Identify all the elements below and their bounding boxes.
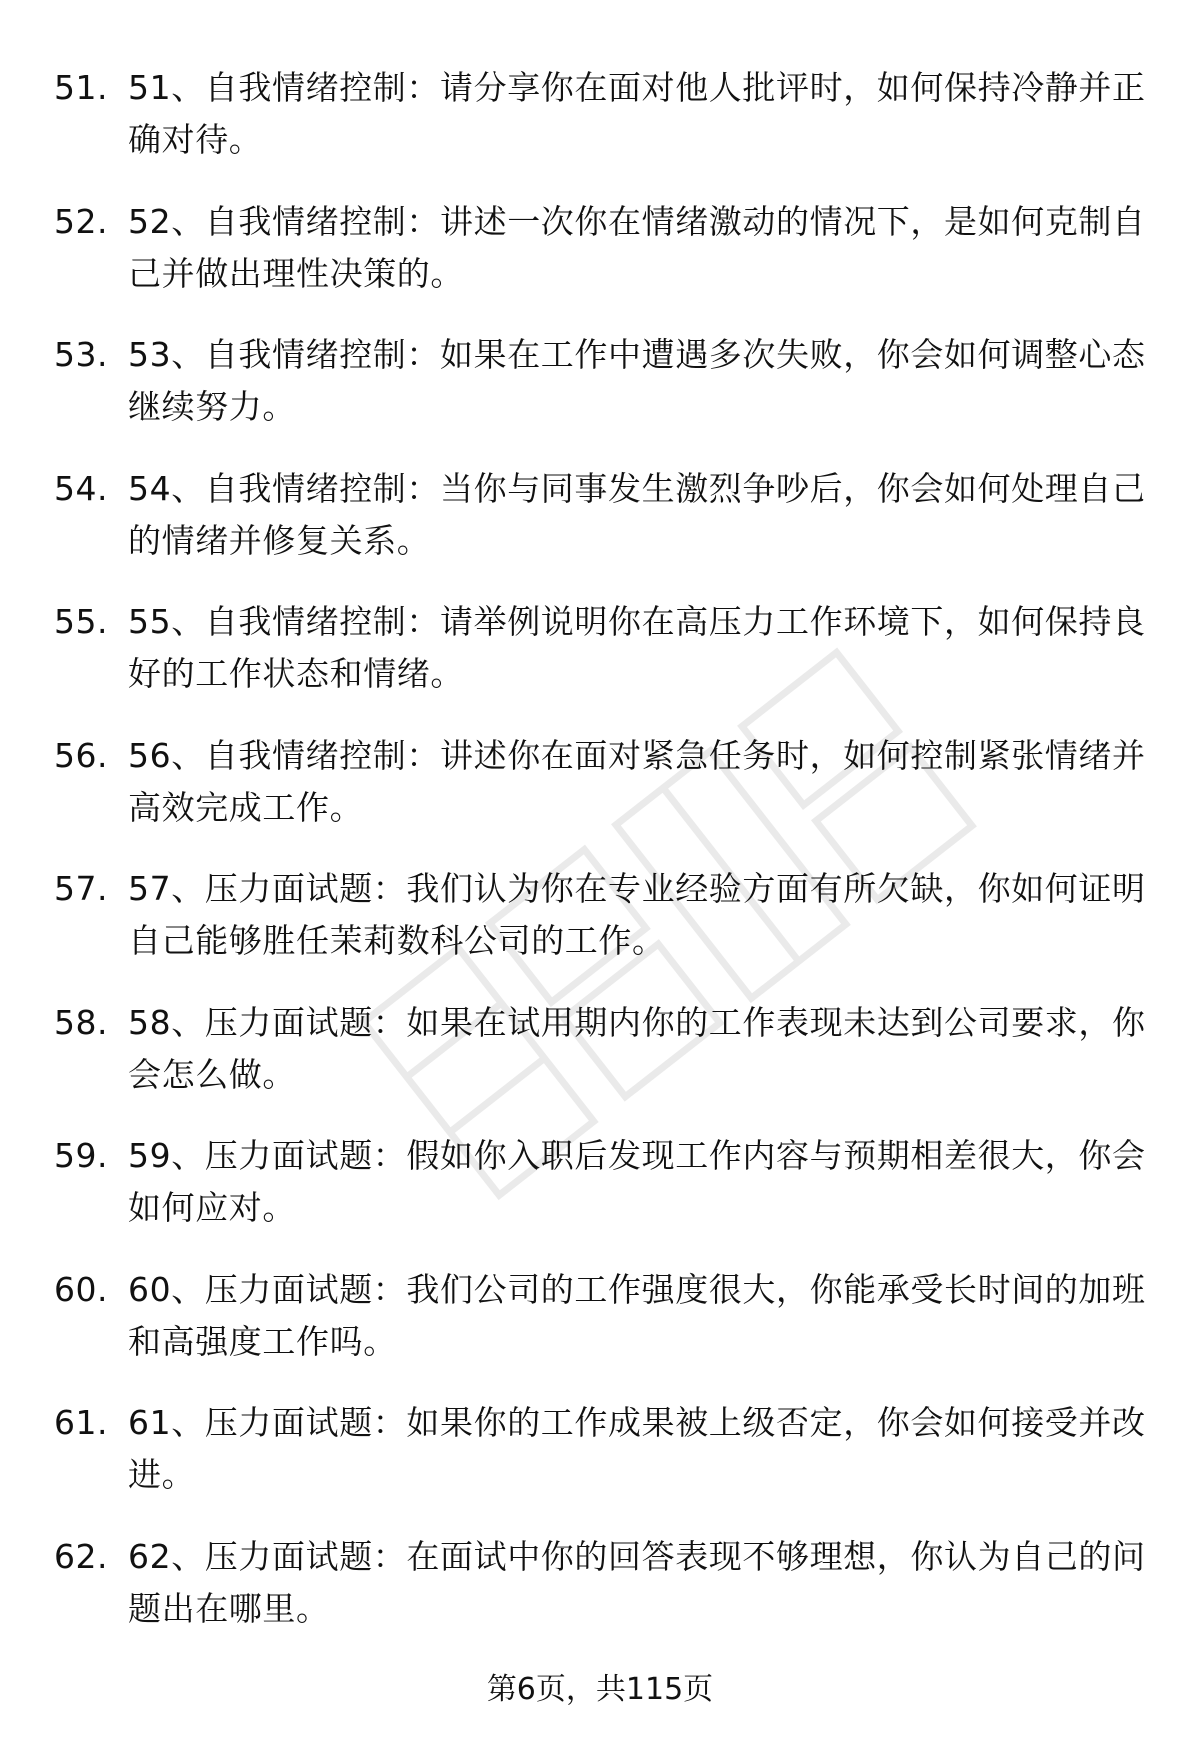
question-text: 59、压力面试题：假如你入职后发现工作内容与预期相差很大，你会如何应对。 (128, 1136, 1146, 1227)
list-item (0, 1130, 1200, 1264)
question-text: 52、自我情绪控制：讲述一次你在情绪激动的情况下，是如何克制自己并做出理性决策的。 (128, 201, 1146, 293)
list-item (0, 596, 1200, 730)
list-number: 56. (54, 735, 108, 775)
list-number: 60. (54, 1269, 108, 1309)
question-text: 55、自我情绪控制：请举例说明你在高压力工作环境下，如何保持良好的工作状态和情绪。 (128, 602, 1146, 693)
list-number: 51. (54, 68, 108, 107)
question-text: 51、自我情绪控制：请分享你在面对他人批评时，如何保持冷静并正确对待。 (128, 68, 1146, 159)
list-number: 55. (54, 602, 108, 641)
list-item (0, 329, 1200, 463)
list-number: 54. (54, 468, 108, 508)
question-text: 56、自我情绪控制：讲述你在面对紧急任务时，如何控制紧张情绪并高效完成工作。 (128, 735, 1146, 827)
list-item (0, 1531, 1200, 1665)
list-item (0, 863, 1200, 997)
question-text: 57、压力面试题：我们认为你在专业经验方面有所欠缺，你如何证明自己能够胜任茉莉数科公司的工作。 (128, 869, 1146, 960)
page-number-footer: 第6页，共115页 (486, 1672, 714, 1707)
question-text: 61、压力面试题：如果你的工作成果被上级否定，你会如何接受并改进。 (128, 1403, 1146, 1494)
question-text: 60、压力面试题：我们公司的工作强度很大，你能承受长时间的加班和高强度工作吗。 (128, 1269, 1146, 1361)
list-number: 52. (54, 201, 108, 241)
list-number: 61. (54, 1403, 108, 1442)
list-number: 58. (54, 1002, 108, 1042)
list-number: 53. (54, 335, 108, 374)
list-number: 59. (54, 1136, 108, 1175)
list-item (0, 1397, 1200, 1531)
question-text: 53、自我情绪控制：如果在工作中遭遇多次失败，你会如何调整心态继续努力。 (128, 335, 1146, 426)
question-text: 54、自我情绪控制：当你与同事发生激烈争吵后，你会如何处理自己的情绪并修复关系。 (128, 468, 1146, 560)
list-item (0, 463, 1200, 597)
question-text: 62、压力面试题：在面试中你的回答表现不够理想，你认为自己的问题出在哪里。 (128, 1536, 1146, 1628)
list-item (0, 997, 1200, 1131)
list-number: 62. (54, 1536, 108, 1576)
list-number: 57. (54, 869, 108, 908)
list-item (0, 196, 1200, 330)
question-list (0, 62, 1200, 1664)
list-item (0, 730, 1200, 864)
list-item (0, 62, 1200, 196)
list-item (0, 1264, 1200, 1398)
question-text: 58、压力面试题：如果在试用期内你的工作表现未达到公司要求，你会怎么做。 (128, 1002, 1146, 1094)
